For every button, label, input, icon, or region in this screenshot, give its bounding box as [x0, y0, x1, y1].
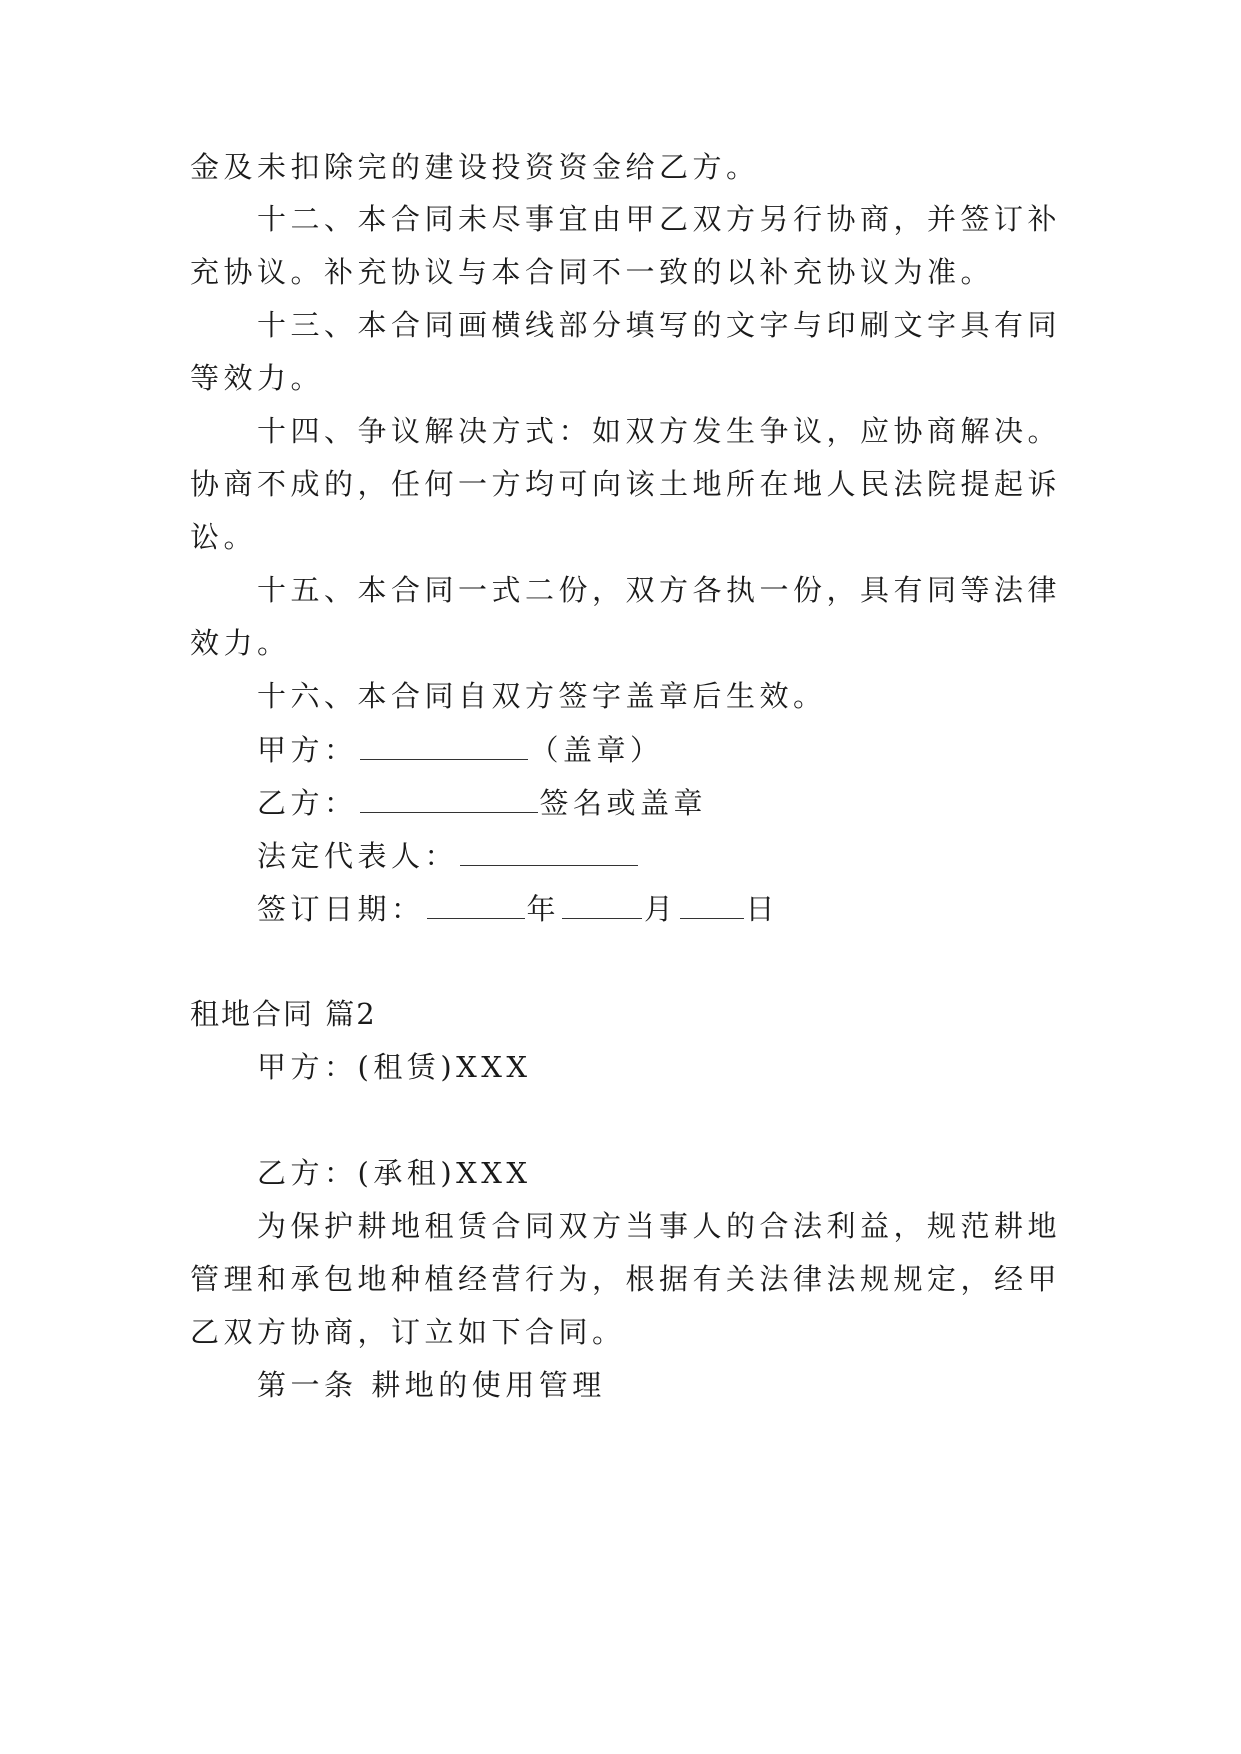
- year-blank[interactable]: [427, 888, 525, 919]
- clause-13-line-1: 十三、本合同画横线部分填写的文字与印刷文字具有同: [257, 308, 1062, 342]
- party-a-seal-note: （盖章）: [529, 733, 664, 767]
- intro-line-3: 乙双方协商，订立如下合同。: [190, 1315, 626, 1349]
- date-label: 签订日期：: [257, 892, 425, 926]
- paragraph-line: 金及未扣除完的建设投资资金给乙方。: [190, 150, 760, 184]
- clause-12-line-2: 充协议。补充协议与本合同不一致的以补充协议为准。: [190, 255, 995, 289]
- clause-15-line-2: 效力。: [190, 626, 291, 660]
- legal-rep-row: [257, 835, 1157, 876]
- day-label: 日: [745, 892, 780, 926]
- party-b-info: 乙方：(承租)XXX: [257, 1156, 532, 1190]
- month-blank[interactable]: [562, 888, 642, 919]
- party-a-label: 甲方：: [257, 733, 358, 767]
- legal-rep-label: 法定代表人：: [257, 839, 459, 873]
- legal-rep-blank[interactable]: [460, 835, 638, 866]
- clause-14-line-2: 协商不成的，任何一方均可向该土地所在地人民法院提起诉: [190, 467, 1062, 501]
- party-a-info: 甲方：(租赁)XXX: [257, 1050, 532, 1084]
- clause-16-line: 十六、本合同自双方签字盖章后生效。: [257, 679, 827, 713]
- party-a-signature-row: [257, 729, 1157, 770]
- intro-line-2: 管理和承包地种植经营行为，根据有关法律法规规定，经甲: [190, 1262, 1062, 1296]
- clause-12-line-1: 十二、本合同未尽事宜由甲乙双方另行协商，并签订补: [257, 202, 1062, 236]
- sign-date-row: [257, 888, 1157, 929]
- party-b-sign-note: 签名或盖章: [539, 786, 708, 820]
- intro-line-1: 为保护耕地租赁合同双方当事人的合法利益，规范耕地: [257, 1209, 1062, 1243]
- party-b-signature-row: [257, 782, 1157, 823]
- clause-13-line-2: 等效力。: [190, 361, 325, 395]
- month-label: 月: [644, 892, 678, 926]
- day-blank[interactable]: [680, 888, 744, 919]
- article-1-heading: 第一条 耕地的使用管理: [257, 1368, 606, 1402]
- clause-14-line-3: 讼。: [190, 520, 258, 554]
- clause-14-line-1: 十四、争议解决方式：如双方发生争议，应协商解决。: [257, 414, 1062, 448]
- section-title: 租地合同 篇2: [190, 997, 377, 1031]
- clause-15-line-1: 十五、本合同一式二份，双方各执一份，具有同等法律: [257, 573, 1062, 607]
- year-label: 年: [526, 892, 561, 926]
- party-b-blank[interactable]: [360, 782, 538, 813]
- party-b-label: 乙方：: [257, 786, 358, 820]
- party-a-blank[interactable]: [360, 729, 528, 760]
